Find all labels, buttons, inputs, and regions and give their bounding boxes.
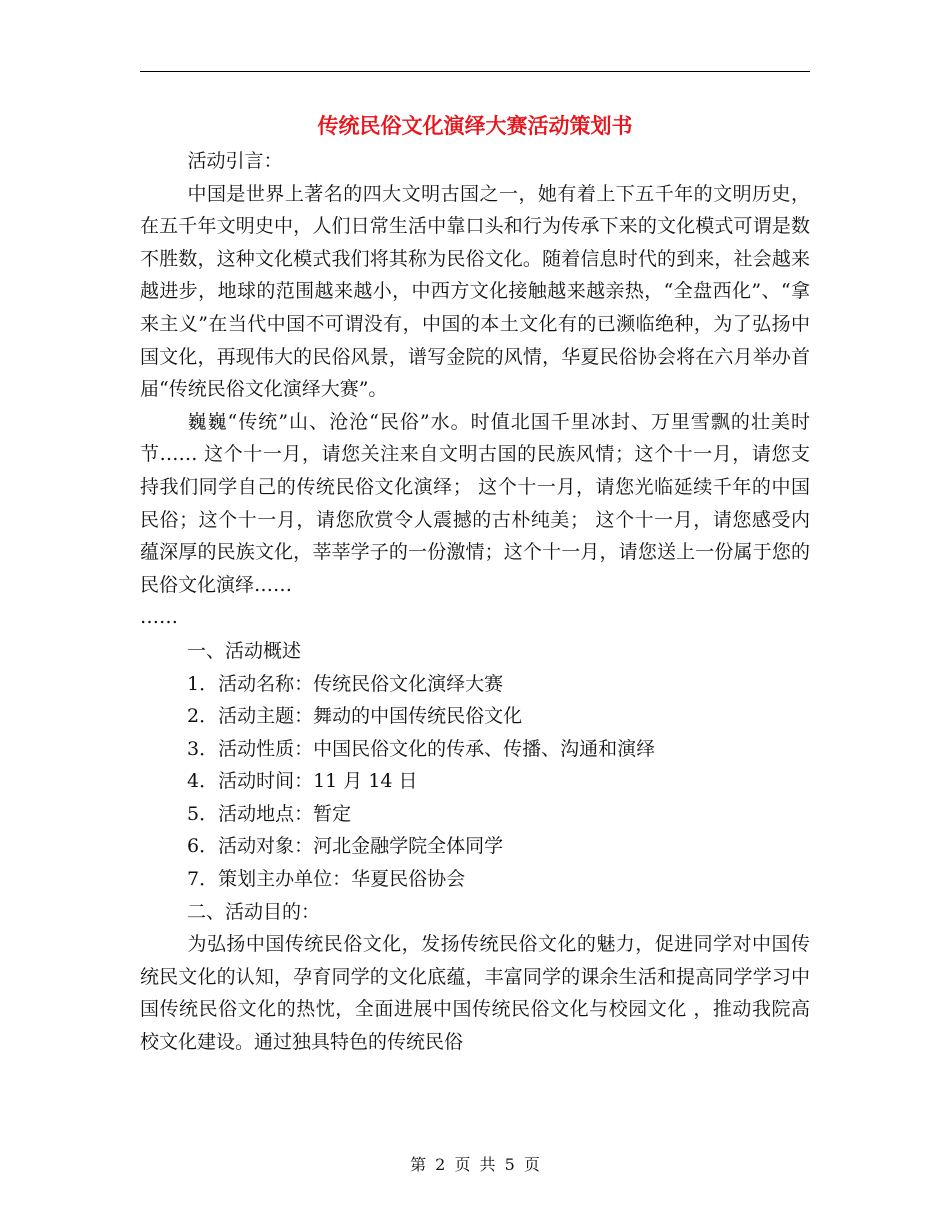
section-heading-purpose: 二、活动目的： — [187, 900, 321, 923]
purpose-paragraph: 为弘扬中国传统民俗文化，发扬传统民俗文化的魅力，促进同学对中国传统民文化的认知，孕育同学的文化底蕴，丰富同学的课余生活和提高同学学习中国传统民俗文化的热忱，全面进展中国传统民俗文化与校园文化 ，推动我院高校文化建设。通过独具特色的传统民俗 — [140, 933, 810, 1054]
overview-item-theme: 2．活动主题：舞动的中国传统民俗文化 — [187, 705, 523, 728]
intro-heading: 活动引言： — [187, 150, 283, 172]
ellipsis-line: …… — [140, 606, 178, 629]
document-body — [140, 145, 810, 1059]
poetic-paragraph: 巍巍“传统”山、沧沧“民俗”水。时值北国千里冰封、万里雪飘的壮美时节…… 这个十一月，请您关注来自文明古国的民族风情；这个十一月，请您支持我们同学自己的传统民俗文化演绎； 这个十一月，请您光临延续千年的中国民俗；这个十一月，请您欣赏令人震撼的古朴纯美； 这个十一月，请您感受内蕴深厚的民族文化，莘莘学子的一份激情；这个十一月，请您送上一份属于您的民俗文化演绎…… — [140, 410, 810, 596]
document-title: 传统民俗文化演绎大赛活动策划书 — [317, 113, 633, 138]
overview-item-organizer: 7．策划主办单位：华夏民俗协会 — [187, 868, 466, 891]
page-footer: 第 2 页 共 5 页 — [410, 1155, 540, 1174]
overview-item-audience: 6．活动对象：河北金融学院全体同学 — [187, 835, 504, 858]
section-heading-overview: 一、活动概述 — [187, 639, 302, 662]
overview-item-name: 1．活动名称：传统民俗文化演绎大赛 — [187, 672, 504, 695]
intro-paragraph: 中国是世界上著名的四大文明古国之一，她有着上下五千年的文明历史，在五千年文明史中，人们日常生活中靠口头和行为传承下来的文化模式可谓是数不胜数，这种文化模式我们将其称为民俗文化。随着信息时代的到来，社会越来越进步，地球的范围越来越小，中西方文化接触越来越亲热，“全盘西化”、“拿来主义”在当代中国不可谓没有，中国的本土文化有的已濒临绝种，为了弘扬中国文化，再现伟大的民俗风景，谱写金院的风情，华夏民俗协会将在六月举办首届“传统民俗文化演绎大赛”。 — [140, 182, 810, 401]
overview-item-nature: 3．活动性质：中国民俗文化的传承、传播、沟通和演绎 — [187, 737, 656, 760]
overview-item-time: 4．活动时间：11 月 14 日 — [187, 770, 418, 793]
overview-item-location: 5．活动地点：暂定 — [187, 802, 352, 825]
header-rule — [140, 71, 810, 72]
